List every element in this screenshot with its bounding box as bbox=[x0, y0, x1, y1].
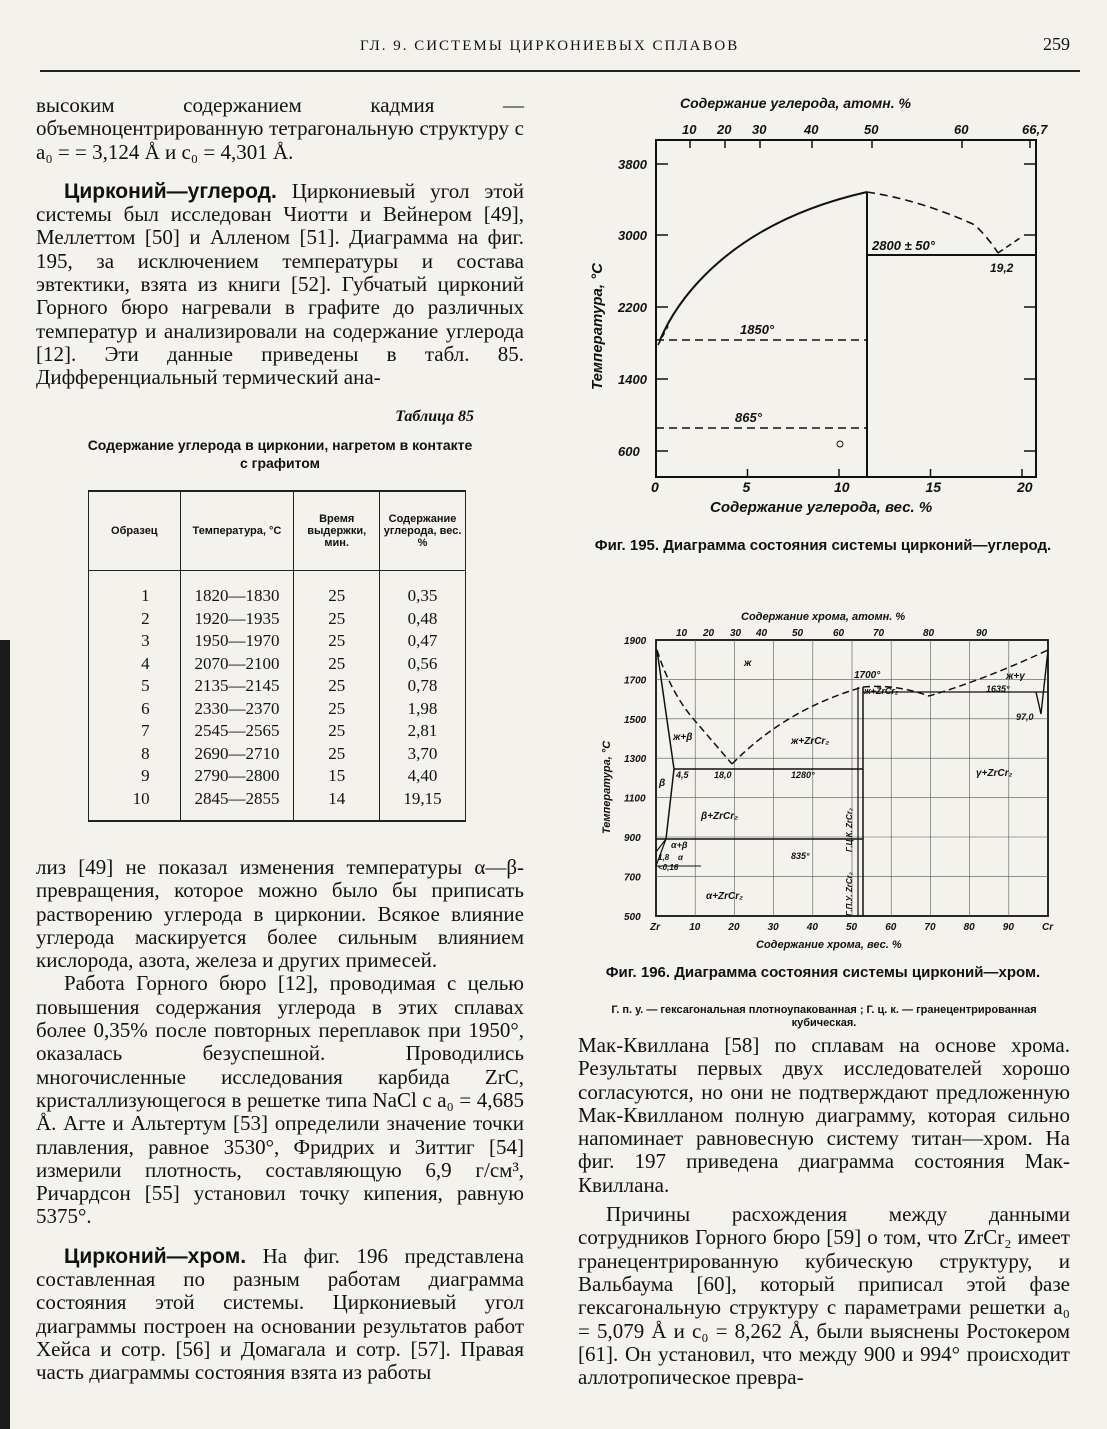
zrcr-heading: Цирконий—хром. bbox=[64, 1244, 247, 1268]
zrc-text: Циркониевый угол этой системы был исследован Чиотти и Вейнером [49], Меллеттом [50] и Алленом [51]. Диаграмма на фиг. 195, за исключением температуры и состава эвтектики, взята из книги [52]. Губчатый цирконий Горного бюро нагревали в графите до различных температур и анализировали на содержание углерода [12]. Эти данные приведены в табл. 85. Дифференциальный термический ана- bbox=[36, 178, 524, 390]
fig196-y-tick-label: 500 bbox=[624, 911, 641, 923]
table-cell: 3 bbox=[89, 630, 181, 653]
fig195-plot-frame bbox=[656, 140, 1036, 477]
fig196-bottom-tick-label: 80 bbox=[963, 922, 975, 933]
table-cell: 2,81 bbox=[380, 720, 466, 743]
fig196-liquidus-mid bbox=[732, 687, 863, 764]
fig195-bottom-tick-label: 0 bbox=[651, 479, 659, 495]
table-cell: 0,78 bbox=[380, 675, 466, 698]
table-row bbox=[89, 675, 466, 698]
table-cell: 25 bbox=[294, 720, 380, 743]
fig196-label-835: 835° bbox=[791, 851, 810, 861]
table-cell: 15 bbox=[294, 765, 380, 788]
fig195-top-tick-label: 10 bbox=[682, 122, 697, 137]
table-cell: 19,15 bbox=[380, 788, 466, 822]
fig195-bottom-tick-label: 20 bbox=[1017, 479, 1033, 495]
col-header-sample: Образец bbox=[89, 491, 181, 571]
fig195-top-tick-label: 40 bbox=[804, 122, 819, 137]
table-cell: 25 bbox=[294, 743, 380, 766]
col-header-carbon: Содержание углерода, вес. % bbox=[380, 491, 466, 571]
table-cell: 6 bbox=[89, 698, 181, 721]
table-cell: 2790—2800 bbox=[180, 765, 294, 788]
zrc-heading: Цирконий—углерод. bbox=[64, 179, 277, 203]
fig196-bottom-tick-label: 10 bbox=[689, 922, 701, 933]
fig196-label-alpha: α bbox=[678, 853, 683, 862]
fig196-top-tick-label: 80 bbox=[923, 628, 935, 639]
table-row bbox=[89, 743, 466, 766]
after-table-paragraph-1: лиз [49] не показал изменения температуры α—β-превращения, которое можно было бы приписать растворению углерода в цирконии. Всякое влияние углерода маскируется более сильным влиянием кислорода, азота, железа и других примесей. bbox=[36, 855, 524, 973]
fig196-note: Г. п. у. — гексагональная плотноупакованная ; Г. ц. к. — гранецентрированная кубическая. bbox=[611, 1004, 1037, 1029]
fig196-label-4-5: 4,5 bbox=[676, 770, 689, 780]
left-column-lower bbox=[36, 856, 524, 1385]
fig195-bottom-axis-label: Содержание углерода, вес. % bbox=[710, 499, 933, 516]
table-cell: 3,70 bbox=[380, 743, 466, 766]
figure-196-diagram bbox=[596, 604, 1066, 954]
table-cell: 2 bbox=[89, 608, 181, 631]
table-cell: 1920—1935 bbox=[180, 608, 294, 631]
fig195-bottom-tick-label: 15 bbox=[925, 479, 942, 495]
table-row bbox=[89, 653, 466, 676]
fig195-liquidus-right bbox=[998, 238, 1020, 253]
table-row bbox=[89, 698, 466, 721]
fig196-top-tick-label: 30 bbox=[730, 628, 742, 639]
fig195-top-tick-label: 20 bbox=[717, 122, 732, 137]
fig196-bottom-tick-label: Zr bbox=[650, 922, 660, 933]
fig196-label-fcc: Г.Ц.К. ZrCr₂ bbox=[845, 808, 854, 852]
fig196-y-tick-label: 1900 bbox=[624, 636, 647, 647]
table-cell: 14 bbox=[294, 788, 380, 822]
fig195-caption: Фиг. 195. Диаграмма состояния системы цирконий—углерод. bbox=[594, 537, 1052, 554]
table-cell: 2070—2100 bbox=[180, 653, 294, 676]
fig196-y-tick-label: 700 bbox=[624, 872, 641, 884]
zrc-paragraph bbox=[36, 180, 524, 390]
figure-195-diagram bbox=[580, 90, 1080, 520]
fig196-label-alpha-zrcr2: α+ZrCr₂ bbox=[706, 891, 743, 902]
fig195-data-marker bbox=[837, 441, 843, 447]
fig196-bottom-axis-label: Содержание хрома, вес. % bbox=[756, 939, 902, 951]
fig196-label-gamma-zrcr2: γ+ZrCr₂ bbox=[976, 768, 1013, 779]
fig195-y-tick-label: 3000 bbox=[618, 228, 647, 243]
fig196-top-tick-label: 10 bbox=[676, 628, 688, 639]
fig196-y-tick-label: 1700 bbox=[624, 675, 647, 687]
table-cell: 5 bbox=[89, 675, 181, 698]
table-row bbox=[89, 720, 466, 743]
table-row bbox=[89, 788, 466, 822]
fig196-y-tick-label: 900 bbox=[624, 833, 641, 844]
zrcr-text: На фиг. 196 представлена составленная по разным работам диаграмма состояния этой системы. Циркониевый угол диаграммы построен на основании результатов работ Хейса и сотр. [56] и Домагала и сотр. [57]. Правая часть диаграммы состояния взята из работы bbox=[36, 1243, 524, 1385]
fig196-label-1280: 1280° bbox=[791, 770, 815, 780]
fig195-top-tick-label: 60 bbox=[954, 122, 969, 137]
fig195-y-tick-label: 3800 bbox=[618, 157, 647, 172]
fig196-bottom-tick-label: 40 bbox=[806, 922, 818, 933]
table-cell: 7 bbox=[89, 720, 181, 743]
fig196-label-1-8: 1,8 bbox=[658, 853, 670, 862]
table-row bbox=[89, 608, 466, 631]
fig196-label-hcp: Г.П.У. ZrCr₂ bbox=[845, 872, 854, 916]
table-cell: 8 bbox=[89, 743, 181, 766]
fig196-top-tick-label: 90 bbox=[976, 628, 988, 639]
table-cell: 0,48 bbox=[380, 608, 466, 631]
fig195-label-eutectic: 2800 ± 50° bbox=[872, 238, 935, 253]
table-cell: 10 bbox=[89, 788, 181, 822]
right-column-text bbox=[578, 1034, 1070, 1389]
table-cell: 9 bbox=[89, 765, 181, 788]
fig196-y-tick-label: 1100 bbox=[624, 793, 646, 805]
fig196-liquidus-left bbox=[657, 650, 732, 764]
col-header-temperature: Температура, °C bbox=[180, 491, 294, 571]
table-cell: 2690—2710 bbox=[180, 743, 294, 766]
fig196-label-1700: 1700° bbox=[854, 670, 881, 681]
fig196-bottom-tick-label: 70 bbox=[924, 922, 936, 933]
fig196-label-97: 97,0 bbox=[1016, 712, 1034, 722]
fig196-caption: Фиг. 196. Диаграмма состояния системы цирконий—хром. bbox=[605, 964, 1041, 981]
left-column-upper bbox=[36, 94, 524, 390]
table-cell: 25 bbox=[294, 698, 380, 721]
fig195-top-tick-label: 50 bbox=[864, 122, 879, 137]
fig196-top-tick-label: 50 bbox=[792, 628, 804, 639]
fig195-y-tick-label: 2200 bbox=[618, 300, 647, 315]
fig196-beta-boundary bbox=[657, 650, 674, 839]
table-cell: 2545—2565 bbox=[180, 720, 294, 743]
table-cell: 1820—1830 bbox=[180, 571, 294, 608]
fig196-y-tick-label: 1300 bbox=[624, 754, 647, 766]
fig196-bottom-tick-label: 20 bbox=[728, 922, 740, 933]
fig196-label-l-beta: ж+β bbox=[673, 732, 693, 743]
table-85 bbox=[88, 490, 466, 822]
fig195-label-19-2: 19,2 bbox=[990, 261, 1014, 275]
table-body bbox=[89, 571, 466, 822]
fig195-liquidus-solid bbox=[660, 192, 867, 340]
fig196-label-l-zrcr2-top: ж+ZrCr₂ bbox=[864, 686, 899, 696]
fig196-top-tick-label: 40 bbox=[756, 628, 768, 639]
right-paragraph-2: Причины расхождения между данными сотрудников Горного бюро [59] о том, что ZrCr₂ имеет гранецентрированную кубическую структуру, и Вальбаума [60], который приписал этой фазе гексагональную структуру с параметрами решетки a₀ = 5,079 Å и c₀ = 8,262 Å, были выяснены Ростокером [61]. Он установил, что между 900 и 994° происходит аллотропическое превра- bbox=[578, 1202, 1070, 1390]
fig196-label-alpha-beta: α+β bbox=[671, 840, 688, 850]
fig196-label-beta-zrcr2: β+ZrCr₂ bbox=[701, 811, 738, 822]
table-caption: Таблица 85 bbox=[395, 408, 474, 425]
fig195-left-dashed bbox=[658, 326, 668, 345]
table-row bbox=[89, 571, 466, 608]
fig195-y-axis-label: Температура, °C bbox=[589, 262, 606, 390]
fig196-label-liquid: ж bbox=[744, 658, 752, 669]
table-cell: 2845—2855 bbox=[180, 788, 294, 822]
fig195-bottom-tick-label: 10 bbox=[834, 479, 850, 495]
fig196-label-l-gamma: ж+γ bbox=[1006, 671, 1025, 682]
table-cell: 25 bbox=[294, 653, 380, 676]
table-cell: 1950—1970 bbox=[180, 630, 294, 653]
fig196-y-tick-label: 1500 bbox=[624, 714, 647, 726]
table-cell: 0,35 bbox=[380, 571, 466, 608]
table-cell: 25 bbox=[294, 630, 380, 653]
fig196-label-0-16: <0,16 bbox=[658, 863, 679, 872]
running-header bbox=[40, 30, 1080, 72]
table-cell: 0,47 bbox=[380, 630, 466, 653]
scan-margin-edge bbox=[0, 640, 10, 1429]
zrcr-paragraph bbox=[36, 1245, 524, 1385]
fig196-bottom-tick-label: 60 bbox=[885, 922, 897, 933]
fig196-bottom-tick-label: Cr bbox=[1042, 922, 1054, 933]
table-cell: 2135—2145 bbox=[180, 675, 294, 698]
running-title: ГЛ. 9. СИСТЕМЫ ЦИРКОНИЕВЫХ СПЛАВОВ bbox=[360, 38, 740, 54]
fig196-label-1635: 1635° bbox=[986, 684, 1010, 694]
table-row bbox=[89, 630, 466, 653]
fig196-label-beta: β bbox=[659, 778, 666, 789]
right-paragraph-1: Мак-Квиллана [58] по сплавам на основе хрома. Результаты первых двух исследователей хорошо согласуются, но они не подтверждают предложенную Мак-Квилланом полную диаграмму, которая сильно напоминает равновесную систему титан—хром. На фиг. 197 приведена диаграмма состояния Мак-Квиллана. bbox=[578, 1033, 1070, 1197]
table-row bbox=[89, 765, 466, 788]
table-cell: 0,56 bbox=[380, 653, 466, 676]
table-cell: 25 bbox=[294, 608, 380, 631]
table-cell: 2330—2370 bbox=[180, 698, 294, 721]
fig196-bottom-tick-label: 90 bbox=[1002, 922, 1014, 933]
fig196-top-axis-label: Содержание хрома, атомн. % bbox=[741, 611, 906, 623]
table-title: Содержание углерода в цирконии, нагретом в контакте с графитом bbox=[87, 437, 473, 471]
fig195-top-axis-label: Содержание углерода, атомн. % bbox=[680, 95, 911, 111]
col-header-time: Время выдержки, мин. bbox=[294, 491, 380, 571]
fig196-top-tick-label: 20 bbox=[703, 628, 715, 639]
fig196-top-tick-label: 70 bbox=[873, 628, 885, 639]
table-cell: 1,98 bbox=[380, 698, 466, 721]
fig196-label-18: 18,0 bbox=[714, 770, 732, 780]
fig196-y-axis-label: Температура, °C bbox=[601, 740, 613, 834]
table-cell: 25 bbox=[294, 675, 380, 698]
fig196-top-tick-label: 60 bbox=[833, 628, 845, 639]
fig195-label-1850: 1850° bbox=[740, 322, 775, 337]
page-number: 259 bbox=[1043, 34, 1070, 54]
fig195-top-tick-label: 66,7 bbox=[1022, 122, 1048, 137]
fig196-bottom-tick-label: 30 bbox=[767, 922, 779, 933]
table-cell: 25 bbox=[294, 571, 380, 608]
fig195-bottom-tick-label: 5 bbox=[742, 479, 751, 495]
fig196-cr-solvus bbox=[1036, 650, 1048, 714]
table-cell: 4,40 bbox=[380, 765, 466, 788]
fig195-label-865: 865° bbox=[735, 410, 762, 425]
after-table-paragraph-2: Работа Горного бюро [12], проводимая с целью повышения содержания углерода в этих сплавах более 0,35% после повторных переплавок при 1950°, оказалась безуспешной. Проводились многочисленные исследования карбида ZrC, кристаллизующегося в решетке типа NaCl с a₀ = 4,685 Å. Агте и Альтертум [53] определили значение точки плавления, равное 3530°, Фридрих и Зиттиг [54] измерили плотность, составляющую 6,9 г/см³, Ричардсон [55] установил точку кипения, равную 5375°. bbox=[36, 971, 524, 1229]
intro-paragraph: высоким содержанием кадмия — объемноцентрированную тетрагональную структуру с a₀ = = 3,124 Å и c₀ = 4,301 Å. bbox=[36, 93, 524, 164]
fig196-bottom-tick-label: 50 bbox=[846, 922, 858, 933]
table-cell: 4 bbox=[89, 653, 181, 676]
fig195-y-tick-label: 1400 bbox=[618, 372, 647, 387]
fig195-y-tick-label: 600 bbox=[618, 444, 640, 459]
fig196-label-l-zrcr2: ж+ZrCr₂ bbox=[791, 736, 830, 747]
fig195-top-tick-label: 30 bbox=[752, 122, 767, 137]
table-cell: 1 bbox=[89, 571, 181, 608]
